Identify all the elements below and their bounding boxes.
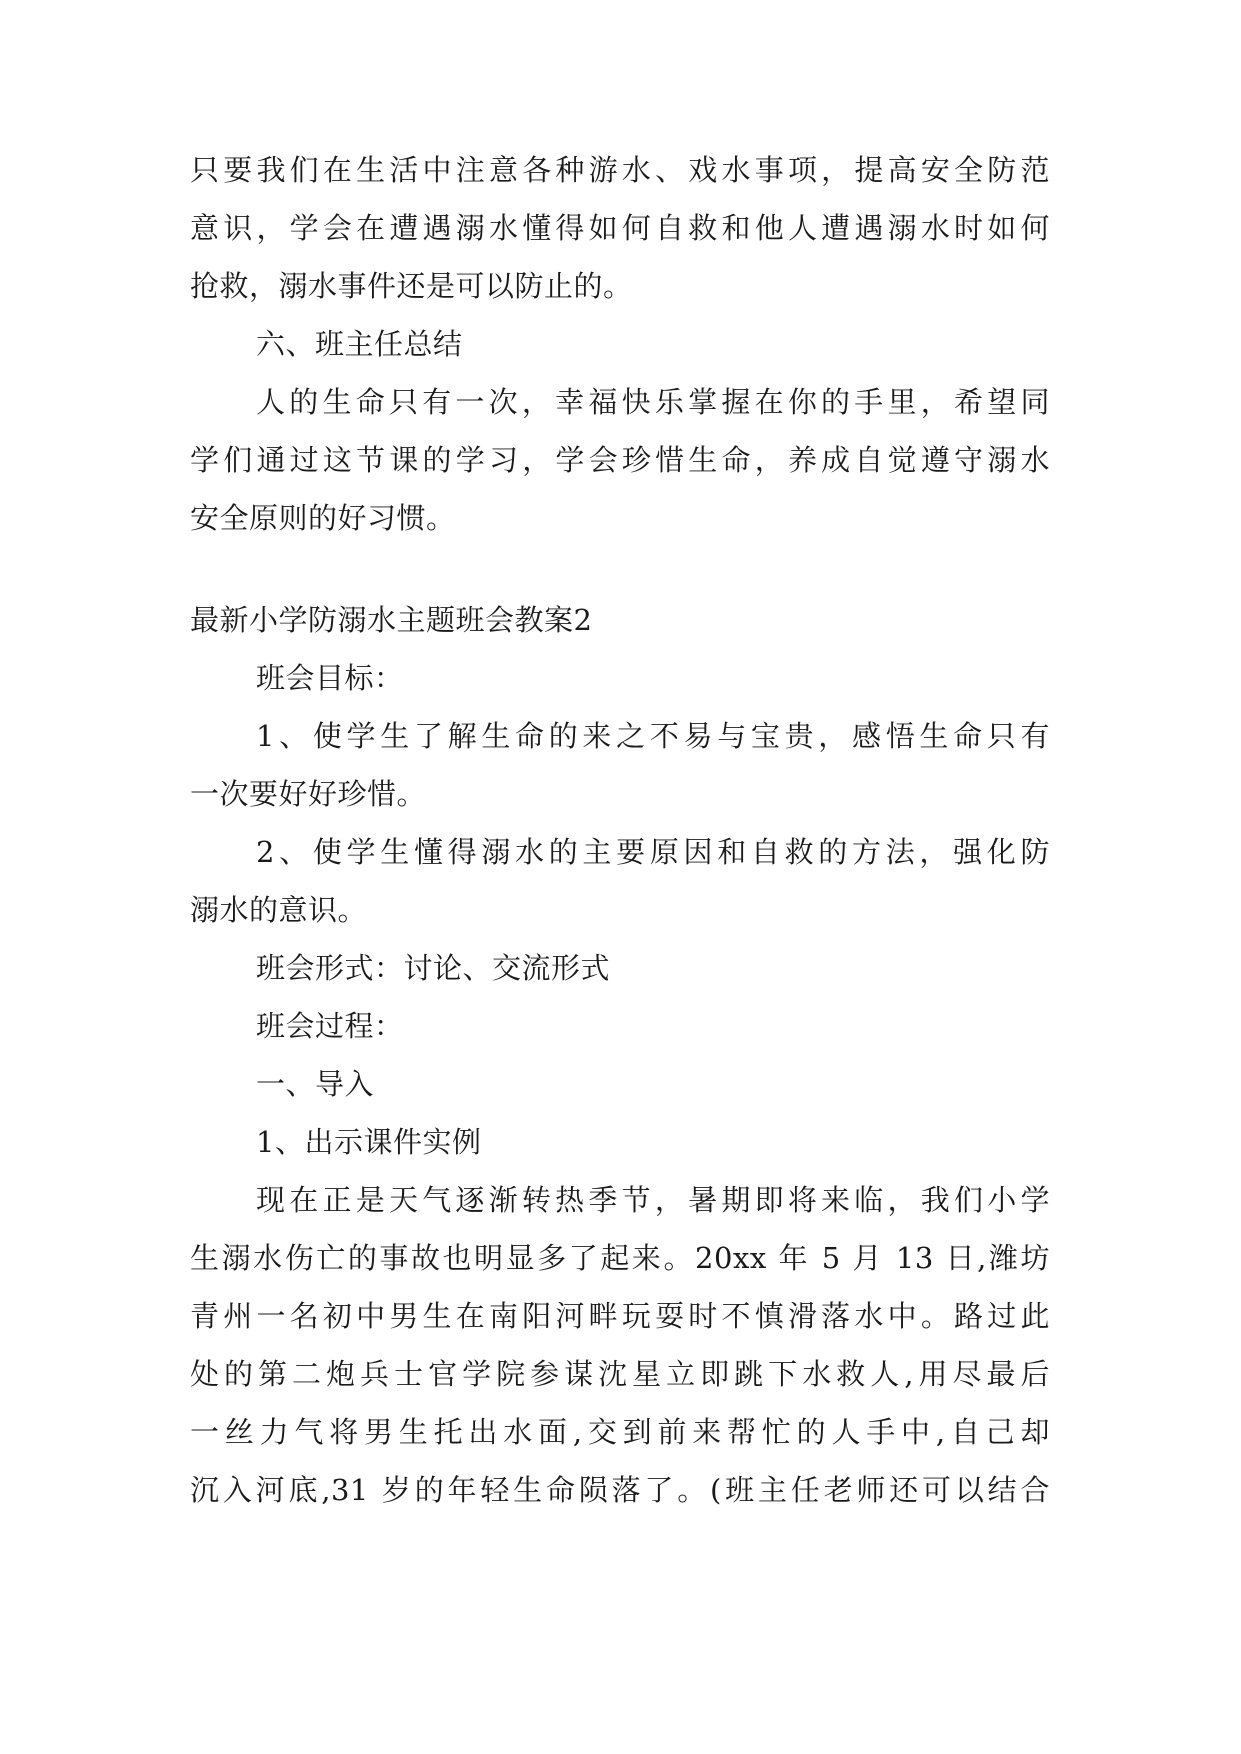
section-heading: 班会目标： — [256, 661, 404, 695]
paragraph-line: 一次要好好珍惜。 — [190, 777, 427, 811]
paragraph-line: 班会形式：讨论、交流形式 — [256, 951, 611, 985]
section-heading: 班会过程： — [256, 1009, 404, 1043]
paragraph-line: 溺水的意识。 — [190, 893, 368, 927]
paragraph-line: 抢救，溺水事件还是可以防止的。 — [190, 269, 633, 303]
paragraph-line: 一丝力气将男生托出水面,交到前来帮忙的人手中,自己却 — [190, 1415, 1050, 1449]
document-title: 最新小学防溺水主题班会教案2 — [190, 603, 593, 637]
paragraph-line: 青州一名初中男生在南阳河畔玩耍时不慎滑落水中。路过此 — [190, 1299, 1050, 1333]
section-heading: 六、班主任总结 — [256, 327, 463, 361]
section-heading: 一、导入 — [256, 1067, 375, 1101]
paragraph-line: 意识，学会在遭遇溺水懂得如何自救和他人遭遇溺水时如何 — [190, 211, 1050, 245]
paragraph-line: 学们通过这节课的学习，学会珍惜生命，养成自觉遵守溺水 — [190, 443, 1050, 477]
paragraph-line: 生溺水伤亡的事故也明显多了起来。20xx 年 5 月 13 日,潍坊 — [190, 1241, 1050, 1275]
paragraph-line: 1、使学生了解生命的来之不易与宝贵，感悟生命只有 — [256, 719, 1050, 753]
paragraph-line: 沉入河底,31 岁的年轻生命陨落了。(班主任老师还可以结合 — [190, 1473, 1050, 1507]
paragraph-line: 人的生命只有一次，幸福快乐掌握在你的手里，希望同 — [256, 385, 1050, 419]
section-heading: 1、出示课件实例 — [256, 1125, 482, 1159]
paragraph-line: 安全原则的好习惯。 — [190, 501, 456, 535]
paragraph-line: 处的第二炮兵士官学院参谋沈星立即跳下水救人,用尽最后 — [190, 1357, 1050, 1391]
paragraph-line: 只要我们在生活中注意各种游水、戏水事项，提高安全防范 — [190, 153, 1050, 187]
paragraph-line: 现在正是天气逐渐转热季节，暑期即将来临，我们小学 — [256, 1183, 1050, 1217]
paragraph-line: 2、使学生懂得溺水的主要原因和自救的方法，强化防 — [256, 835, 1050, 869]
